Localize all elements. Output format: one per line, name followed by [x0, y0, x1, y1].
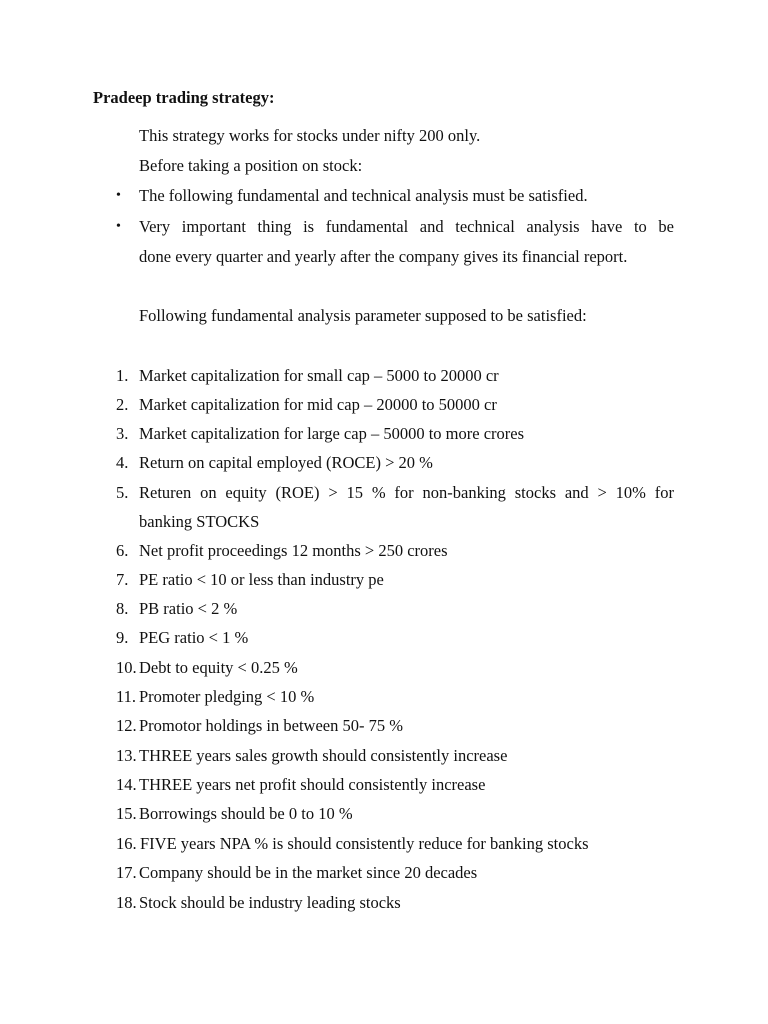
list-item-number: 5. — [116, 483, 129, 502]
list-item: Returen on equity (ROE) > 15 % for non-banking stocks and > 10% for — [139, 483, 674, 502]
list-item: Promotor holdings in between 50- 75 % — [139, 716, 403, 735]
bullet-text-2-continued: done every quarter and yearly after the company gives its financial report. — [139, 247, 628, 266]
document-title: Pradeep trading strategy: — [93, 88, 275, 107]
list-item: Borrowings should be 0 to 10 % — [139, 804, 353, 823]
list-item: Market capitalization for large cap – 50000 to more crores — [139, 424, 525, 443]
intro-line-2: Before taking a position on stock: — [139, 156, 363, 175]
list-item-number: 1. — [116, 366, 129, 385]
list-item-number: 10. — [116, 658, 137, 677]
list-item-continued: banking STOCKS — [139, 512, 260, 531]
list-item-number: 4. — [116, 453, 129, 472]
bullet-dot-icon: • — [116, 219, 121, 234]
list-item: Net profit proceedings 12 months > 250 crores — [139, 541, 448, 560]
intro-line-1: This strategy works for stocks under nifty 200 only. — [139, 126, 481, 145]
list-item: PE ratio < 10 or less than industry pe — [139, 570, 384, 589]
list-item-number: 9. — [116, 628, 129, 647]
list-item: FIVE years NPA % is should consistently reduce for banking stocks — [140, 834, 589, 853]
list-item-number: 15. — [116, 804, 137, 823]
list-item: Market capitalization for small cap – 5000 to 20000 cr — [139, 366, 499, 385]
list-item-number: 16. — [116, 834, 137, 853]
section-heading: Following fundamental analysis parameter supposed to be satisfied: — [139, 306, 587, 325]
list-item-number: 13. — [116, 746, 137, 765]
list-item-number: 7. — [116, 570, 129, 589]
list-item: Market capitalization for mid cap – 20000 to 50000 cr — [139, 395, 497, 414]
list-item-number: 12. — [116, 716, 137, 735]
list-item-number: 8. — [116, 599, 129, 618]
list-item-number: 11. — [116, 687, 137, 706]
list-item: Debt to equity < 0.25 % — [139, 658, 298, 677]
list-item: Promoter pledging < 10 % — [139, 687, 315, 706]
list-item: THREE years sales growth should consistently increase — [139, 746, 508, 765]
list-item-number: 3. — [116, 424, 129, 443]
list-item: PB ratio < 2 % — [139, 599, 238, 618]
list-item: PEG ratio < 1 % — [139, 628, 249, 647]
list-item-number: 6. — [116, 541, 129, 560]
bullet-text-1: The following fundamental and technical analysis must be satisfied. — [139, 186, 588, 205]
list-item: Return on capital employed (ROCE) > 20 % — [139, 453, 433, 472]
bullet-dot-icon: • — [116, 188, 121, 203]
list-item-number: 17. — [116, 863, 137, 882]
list-item-number: 14. — [116, 775, 137, 794]
list-item: Stock should be industry leading stocks — [139, 893, 401, 912]
list-item-number: 18. — [116, 893, 137, 912]
list-item: THREE years net profit should consistently increase — [139, 775, 486, 794]
list-item-number: 2. — [116, 395, 129, 414]
list-item: Company should be in the market since 20 decades — [139, 863, 478, 882]
bullet-text-2: Very important thing is fundamental and technical analysis have to be — [139, 217, 674, 236]
